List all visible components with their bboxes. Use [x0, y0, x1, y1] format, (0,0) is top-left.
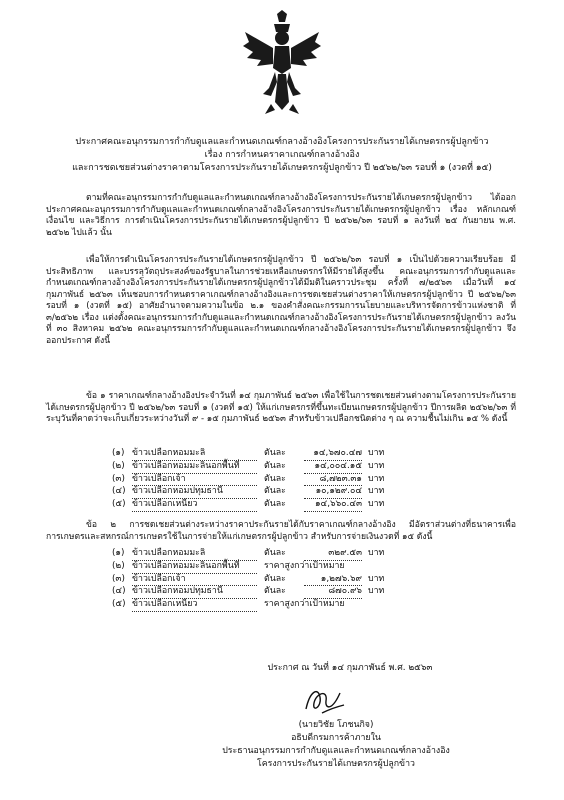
header-title-line1: ประกาศคณะอนุกรรมการกำกับดูแลและกำหนดเกณฑ์กลางอ้างอิงโครงการประกันรายได้เกษตรกรผู้ปลูกข้าว: [75, 137, 489, 147]
signer-position-2: ประธานอนุกรรมการกำกับดูแลและกำหนดเกณฑ์กลางอ้างอิง: [222, 746, 450, 756]
signer-position-1: อธิบดีกรมการค้าภายใน: [291, 733, 381, 743]
header-title-line2: เรื่อง การกำหนดราคาเกณฑ์กลางอ้างอิง: [204, 150, 360, 160]
garuda-emblem-icon: [241, 10, 323, 118]
paragraph-1: ตามที่คณะอนุกรรมการกำกับดูแลและกำหนดเกณฑ์กลางอ้างอิงโครงการประกันรายได้เกษตรกรผู้ปลูกข้าว ได้ออกประกาศคณะอนุกรรมการกำกับดูแลและกำหนดเกณฑ์กลางอ้างอิงโครงการประกันรายได้เกษตรกรผู้ปลูกข้าว เรื่อง หลักเกณฑ์ เงื่อนไข และวิธีการ การดำเนินโครงการประกันรายได้เกษตรกรผู้ปลูกข้าว ปี ๒๕๖๒/๖๓ รอบที่ ๑ ลงวันที่ ๒๕ กันยายน พ.ศ. ๒๕๖๒ ไปแล้ว นั้น: [46, 193, 516, 238]
paragraph-clause-1: ข้อ ๑ ราคาเกณฑ์กลางอ้างอิงประจำวันที่ ๑๔ กุมภาพันธ์ ๒๕๖๓ เพื่อใช้ในการชดเชยส่วนต่างตามโครงการประกันรายได้เกษตรกรผู้ปลูกข้าว ปี ๒๕๖๒/๖๓ รอบที่ ๑ (งวดที่ ๑๕) ให้แก่เกษตรกรที่ขึ้นทะเบียนเกษตรกรผู้ปลูกข้าว ปีการผลิต ๒๕๖๒/๖๓ ที่ระบุวันที่คาดว่าจะเก็บเกี่ยวระหว่างวันที่ ๙ - ๑๕ กุมภาพันธ์ ๒๕๖๓ สำหรับข้าวเปลือกชนิดต่าง ๆ ณ ความชื้นไม่เกิน ๑๕ % ดังนี้: [46, 391, 516, 424]
header-title-line3: และการชดเชยส่วนต่างราคาตามโครงการประกันรายได้เกษตรกรผู้ปลูกข้าว ปี ๒๕๖๒/๖๓ รอบที่ ๑ (งวดที่ ๑๕): [72, 163, 492, 173]
paragraph-2: เพื่อให้การดำเนินโครงการประกันรายได้เกษตรกรผู้ปลูกข้าว ปี ๒๕๖๒/๖๓ รอบที่ ๑ เป็นไปด้วยความเรียบร้อย มีประสิทธิภาพ และบรรลุวัตถุประสงค์ของรัฐบาลในการช่วยเหลือเกษตรกรให้มีรายได้สูงขึ้น คณะอนุกรรมการกำกับดูแลและกำหนดเกณฑ์กลางอ้างอิงโครงการประกันรายได้เกษตรกรผู้ปลูกข้าวได้มีมติในคราวประชุม ครั้งที่ ๗/๒๕๖๓ เมื่อวันที่ ๑๔ กุมภาพันธ์ ๒๕๖๓ เห็นชอบการกำหนดราคาเกณฑ์กลางอ้างอิงและการชดเชยส่วนต่างราคาให้เกษตรกรผู้ปลูกข้าว ปี ๒๕๖๒/๖๓ รอบที่ ๑ (งวดที่ ๑๕) อาศัยอำนาจตามความในข้อ ๒.๑ ของคำสั่งคณะกรรมการนโยบายและบริหารจัดการข้าวแห่งชาติ ที่ ๓/๒๕๖๒ เรื่อง แต่งตั้งคณะอนุกรรมการกำกับดูแลและกำหนดเกณฑ์กลางอ้างอิงโครงการประกันรายได้เกษตรกรผู้ปลูกข้าว ลงวันที่ ๓๐ สิงหาคม ๒๕๖๒ คณะอนุกรรมการกำกับดูแลและกำหนดเกณฑ์กลางอ้างอิงโครงการประกันรายได้เกษตรกรผู้ปลูกข้าว จึงออกประกาศ ดังนี้: [46, 255, 516, 346]
announcement-date: ประกาศ ณ วันที่ ๑๔ กุมภาพันธ์ พ.ศ. ๒๕๖๓: [267, 663, 433, 673]
signer-name: (นายวิชัย โภชนกิจ): [298, 720, 374, 730]
document-page: ประกาศคณะอนุกรรมการกำกับดูแลและกำหนดเกณฑ์กลางอ้างอิงโครงการประกันรายได้เกษตรกรผู้ปลูกข้าว เรื่อง การกำหนดราคาเกณฑ์กลางอ้างอิง และการชดเชยส่วนต่างราคาตามโครงการประกันรายได้เกษตรกรผู้ปลูกข้าว ปี ๒๕๖๒/๖๓ รอบที่ ๑ (งวดที่ ๑๕) ตามที่คณะอนุกรรมการกำกับดูแลและกำหนดเกณฑ์กลางอ้างอิงโครงการประกันรายได้เกษตรกรผู้ปลูกข้าว ได้ออกประกาศคณะอนุกรรมการกำกับดูแลและกำหนดเกณฑ์กลางอ้างอิงโครงการประกันรายได้เกษตรกรผู้ปลูกข้าว เรื่อง หลักเกณฑ์ เงื่อนไข และวิธีการ การดำเนินโครงการประกันรายได้เกษตรกรผู้ปลูกข้าว ปี ๒๕๖๒/๖๓ รอบที่ ๑ ลงวันที่ ๒๕ กันยายน พ.ศ. ๒๕๖๒ ไปแล้ว นั้น เพื่อให้การดำเนินโครงการประกันรายได้เกษตรกรผู้ปลูกข้าว ปี ๒๕๖๒/๖๓ รอบที่ ๑ เป็นไปด้วยความเรียบร้อย มีประสิทธิภาพ และบรรลุวัตถุประสงค์ของรัฐบาลในการช่วยเหลือเกษตรกรให้มีรายได้สูงขึ้น คณะอนุกรรมการกำกับดูแลและกำหนดเกณฑ์กลางอ้างอิงโครงการประกันรายได้เกษตรกรผู้ปลูกข้าวได้มีมติในคราวประชุม ครั้งที่ ๗/๒๕๖๓ เมื่อวันที่ ๑๔ กุมภาพันธ์ ๒๕๖๓ เห็นชอบการกำหนดราคาเกณฑ์กลางอ้างอิงและการชดเชยส่วนต่างราคาให้เกษตรกรผู้ปลูกข้าว ปี ๒๕๖๒/๖๓ รอบที่ ๑ (งวดที่ ๑๕) อาศัยอำนาจตามความในข้อ ๒.๑ ของคำสั่งคณะกรรมการนโยบายและบริหารจัดการข้าวแห่งชาติ ที่ ๓/๒๕๖๒ เรื่อง แต่งตั้งคณะอนุกรรมการกำกับดูแลและกำหนดเกณฑ์กลางอ้างอิงโครงการประกันรายได้เกษตรกรผู้ปลูกข้าว ลงวันที่ ๓๐ สิงหาคม ๒๕๖๒ คณะอนุกรรมการกำกับดูแลและกำหนดเกณฑ์กลางอ้างอิงโครงการประกันรายได้เกษตรกรผู้ปลูกข้าว จึงออกประกาศ ดังนี้ ข้อ ๑ ราคาเกณฑ์กลางอ้างอิงประจำวันที่ ๑๔ กุมภาพันธ์ ๒๕๖๓ เพื่อใช้ในการชดเชยส่วนต่างตามโครงการประกันรายได้เกษตรกรผู้ปลูกข้าว ปี ๒๕๖๒/๖๓ รอบที่ ๑ (งวดที่ ๑๕) ให้แก่เกษตรกรที่ขึ้นทะเบียนเกษตรกรผู้ปลูกข้าว ปีการผลิต ๒๕๖๒/๖๓ ที่ระบุวันที่คาดว่าจะเก็บเกี่ยวระหว่างวันที่ ๙ - ๑๕ กุมภาพันธ์ ๒๕๖๓ สำหรับข้าวเปลือกชนิดต่าง ๆ ณ ความชื้นไม่เกิน ๑๕ % ดังนี้ (๑) ข้าวเปลือกหอมมะลิ ตันละ ๑๔,๖๗๐.๔๗ บาท (๒) ข้าวเปลือกหอมมะลินอกพื้นที่ ตันละ ๑๔,๐๐๔.๑๕ บาท (๓) ข้าวเปลือกเจ้า ตันละ ๘,๗๒๓.๓๑ บาท (๔) ข้าวเปลือกหอมปทุมธานี ตันละ ๑๐,๑๒๙.๐๔ บาท (๕) ข้าวเปลือกเหนียว ตันละ ๑๔,๖๖๐.๔๓ บาท ข้อ ๒ การชดเชยส่วนต่างระหว่างราคาประกันรายได้กับราคาเกณฑ์กลางอ้างอิง มีอัตราส่วนต่างที่ธนาคารเพื่อการเกษตรและสหกรณ์การเกษตรใช้ในการจ่ายให้แก่เกษตรกรผู้ปลูกข้าว สำหรับการจ่ายเงินงวดที่ ๑๕ ดังนี้ (๑) ข้าวเปลือกหอมมะลิ ตันละ ๓๒๙.๕๓ บาท (๒) ข้าวเปลือกหอมมะลินอกพื้นที่ ราคาสูงกว่าเป้าหมาย (๓) ข้าวเปลือกเจ้า ตันละ ๑,๒๗๖.๖๙ บาท (๔) ข้าวเปลือกหอมปทุมธานี ตันละ ๘๗๐.๙๖ บาท (๕) ข้าวเปลือกเหนียว ราคาสูงกว่าเป้าหมาย ประกาศ ณ วันที่ ๑๔ กุมภาพันธ์ พ.ศ. ๒๕๖๓ (นายวิชัย โภชนกิจ) อธิบดีกรมการค้าภายใน ประธานอนุกรรมการกำกับดูแลและกำหนดเกณฑ์กลางอ้างอิง โครงการประกันรายได้เกษตรกรผู้ปลูกข้าว: [0, 0, 564, 800]
paragraph-clause-2: ข้อ ๒ การชดเชยส่วนต่างระหว่างราคาประกันรายได้กับราคาเกณฑ์กลางอ้างอิง มีอัตราส่วนต่างที่ธนาคารเพื่อการเกษตรและสหกรณ์การเกษตรใช้ในการจ่ายให้แก่เกษตรกรผู้ปลูกข้าว สำหรับการจ่ายเงินงวดที่ ๑๕ ดังนี้: [46, 520, 516, 542]
signature-icon: [300, 683, 348, 719]
signer-position-3: โครงการประกันรายได้เกษตรกรผู้ปลูกข้าว: [257, 759, 415, 769]
